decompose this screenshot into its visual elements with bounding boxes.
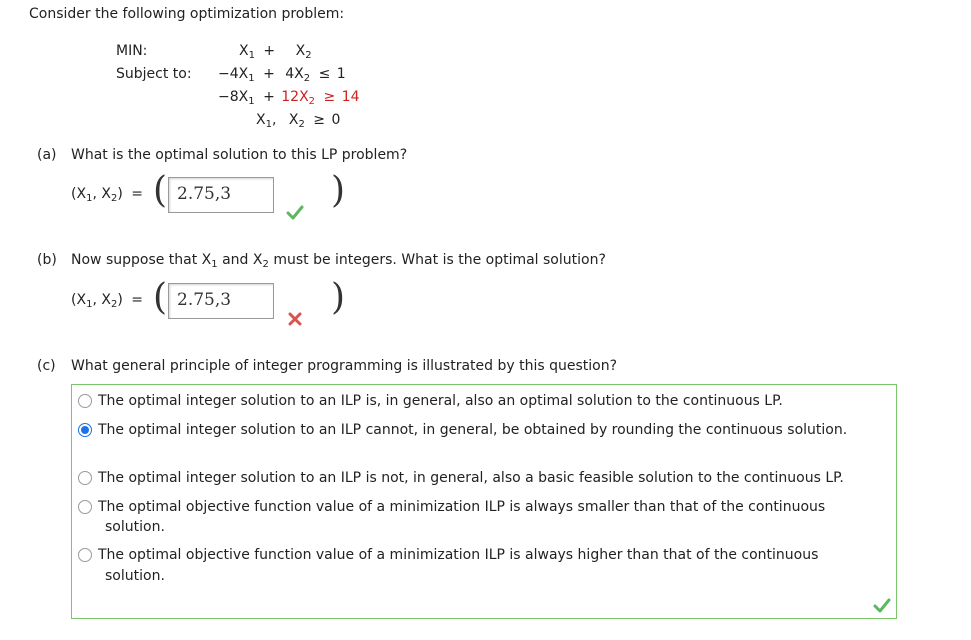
constraint-1-row: $-4X_1 + 4X_2 \le 1$ [218, 66, 346, 84]
option-2-radio[interactable] [78, 423, 92, 437]
constraint-2-row: $-8X_1 + 12X_2 \ge 14$ [218, 89, 360, 107]
part-a-letter: (a) [37, 147, 57, 163]
part-a-question: What is the optimal solution to this LP problem? [71, 147, 408, 163]
option-4-radio[interactable] [78, 500, 92, 514]
part-b-question: Now suppose that $X_1$ and $X_2$ must be integers. What is the optimal solution? [71, 252, 606, 270]
subject-to-label: Subject to: [116, 66, 192, 82]
option-5-label[interactable]: The optimal objective function value of a minimization ILP is always higher than that of the continuous [98, 547, 819, 563]
part-b-answer-input[interactable]: 2.75,3 [168, 283, 274, 319]
option-2-label[interactable]: The optimal integer solution to an ILP cannot, in general, be obtained by rounding the continuous solution. [98, 422, 848, 438]
nonnegativity-row: $X_1$, $X_2 \ge 0$ [256, 112, 341, 130]
part-b-left-paren: ( [153, 277, 168, 318]
option-5-radio[interactable] [78, 548, 92, 562]
option-4-label[interactable]: The optimal objective function value of a minimization ILP is always smaller than that of the continuous [98, 499, 826, 515]
part-c-question: What general principle of integer programming is illustrated by this question? [71, 358, 618, 374]
option-4-label-cont[interactable]: solution. [105, 519, 165, 535]
objective-row: $X_1 + X_2$ [239, 43, 312, 61]
part-b-letter: (b) [37, 252, 57, 268]
highlighted-coefficient: $12X_2$ [281, 89, 316, 107]
cross-icon [288, 312, 302, 326]
part-b-pair-label: ($X_1$, $X_2$) = [71, 292, 143, 310]
option-5-label-cont[interactable]: solution. [105, 568, 165, 584]
part-b-right-paren: ) [331, 277, 346, 318]
checkmark-icon [286, 204, 304, 220]
min-label: MIN: [116, 43, 148, 59]
intro-text: Consider the following optimization problem: [29, 6, 345, 22]
option-3-radio[interactable] [78, 471, 92, 485]
part-a-left-paren: ( [153, 170, 168, 211]
option-3-label[interactable]: The optimal integer solution to an ILP is not, in general, also a basic feasible solution to the continuous LP. [98, 470, 844, 486]
option-1-radio[interactable] [78, 394, 92, 408]
part-a-right-paren: ) [331, 170, 346, 211]
part-a-answer-input[interactable]: 2.75,3 [168, 177, 274, 213]
part-a-pair-label: ($X_1$, $X_2$) = [71, 186, 143, 204]
checkmark-icon [873, 597, 891, 613]
option-1-label[interactable]: The optimal integer solution to an ILP is, in general, also an optimal solution to the continuous LP. [98, 393, 783, 409]
part-c-letter: (c) [37, 358, 56, 374]
